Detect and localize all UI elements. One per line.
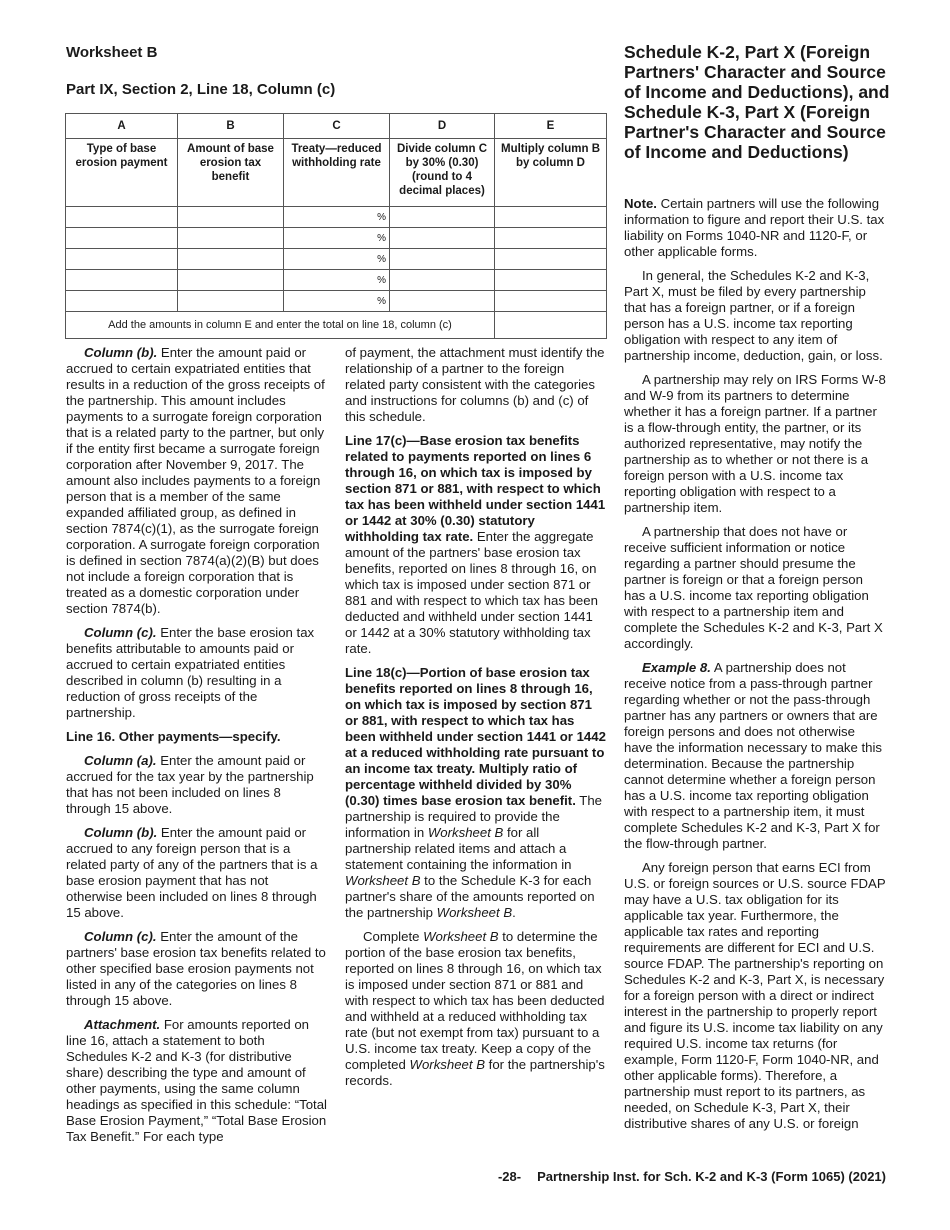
percent-cell[interactable]: % [284,270,390,291]
paragraph [66,625,328,721]
paragraph [624,660,886,852]
paragraph-text: . [512,905,516,920]
text-column-left [66,345,328,1153]
entry-cell[interactable] [178,228,284,249]
paragraph-label: Column (c). [84,625,157,640]
paragraph [345,929,607,1089]
entry-cell[interactable] [178,270,284,291]
column-letter: B [178,114,284,139]
entry-cell[interactable] [390,270,495,291]
page-number: -28- [497,1169,522,1184]
paragraph-label: Column (b). [84,345,158,360]
entry-cell[interactable] [66,249,178,270]
entry-cell[interactable] [66,207,178,228]
worksheet-reference: Worksheet B [409,1057,486,1072]
entry-cell[interactable] [495,207,607,228]
paragraph: Any foreign person that earns ECI from U.S. or foreign sources or U.S. source FDAP may have a U.S. tax obligation for its applicable tax year. Furthermore, the applicable tax rates and reporting requirements are different for ECI and U.S. source FDAP. The partnership's reporting on Schedules K-2 and K-3, Part X, is necessary for a foreign person with a direct or indirect interest in the partnership to properly report and figure its U.S. income tax liability on any required U.S. income tax returns (for example, Form 1120-F, Form 1040-NR, and other applicable forms). Therefore, a partnership must report to its partners, as needed, on Schedule K-3, Part X, their distributive shares of any U.S. or foreign [624,860,886,1131]
entry-cell[interactable] [390,291,495,312]
section-heading: Line 16. Other payments—specify. [66,729,281,744]
total-entry-cell[interactable] [495,312,607,339]
entry-cell[interactable] [495,291,607,312]
entry-cell[interactable] [178,249,284,270]
paragraph-text: for all partnership related items and attach a statement containing the information in [345,825,572,872]
paragraph-text: Certain partners will use the following information to figure and report their U.S. tax liability on Forms 1040-NR and 1120-F, or other applicable forms. [624,196,885,259]
paragraph-text: Enter the amount paid or accrued to certain expatriated entities that results in a reduction of the gross receipts of the partnership. This amount includes payments to a surrogate foreign corporation that is a related party to the partner, but only if the entity first became a surrogate foreign corporation after November 9, 2017. The amount also includes payments to a foreign person that is a member of the same expanded affiliated group, as defined in section 7874(c)(1), as the surrogate foreign corporation. A surrogate foreign corporation is defined in section 7874(a)(2)(B) but does not include a foreign corporation that is treated as a domestic corporation under section 7874(b). [66,345,325,616]
column-header: Type of base erosion payment [66,139,178,207]
paragraph-text: to determine the portion of the base erosion tax benefits, reported on lines 8 through 16, on which tax is imposed under section 871 or 881 and with respect to which tax has been deducted and withheld at a reduced withholding tax rate (but not exempt from tax) pursuant to a U.S. income tax treaty. Keep a copy of the completed [345,929,605,1072]
percent-cell[interactable]: % [284,249,390,270]
percent-cell[interactable]: % [284,228,390,249]
example-label: Example 8. [642,660,711,675]
table-row [66,228,607,249]
column-header: Multiply column B by column D [495,139,607,207]
paragraph [66,345,328,617]
table-row [66,270,607,291]
paragraph-text: to the Schedule K-3 for each partner's share of the amounts reported on the partnership [345,873,595,920]
worksheet-reference: Worksheet B [423,929,499,944]
document-title: Partnership Inst. for Sch. K-2 and K-3 (Form 1065) (2021) [537,1169,886,1184]
note-paragraph [624,196,886,260]
paragraph: of payment, the attachment must identify the relationship of a partner to the foreign related party consistent with the categories and instructions for columns (b) and (c) of this schedule. [345,345,605,424]
paragraph-heading: Line 18(c)—Portion of base erosion tax benefits reported on lines 8 through 16, on which tax is imposed by section 871 or 881, with respect to which tax has been withheld under section 1441 or 1442 at a reduced withholding rate pursuant to an income tax treaty. Multiply ratio of percentage withheld divided by 30% (0.30) times base erosion tax benefit. [345,665,606,808]
paragraph [345,665,607,921]
worksheet-subtitle: Part IX, Section 2, Line 18, Column (c) [66,81,336,98]
paragraph-label: Column (b). [84,825,158,840]
column-headers-row [66,139,607,207]
paragraph-text: For amounts reported on line 16, attach a statement to both Schedules K-2 and K-3 (for distributive share) describing the type and amount of other payments, using the same column headings as specified in this schedule: “Total Base Erosion Payment,” “Total Base Erosion Tax Benefit.” For each type [66,1017,327,1144]
paragraph [66,753,328,817]
column-letters-row [66,114,607,139]
paragraph-heading: Line 17(c)—Base erosion tax benefits related to payments reported on lines 6 through 16, on which tax is imposed by section 871 or 881, with respect to which tax has been withheld under section 1441 or 1442 at 30% (0.30) statutory withholding tax rate. [345,433,606,544]
paragraph-text: Enter the amount paid or accrued to any foreign person that is a related party of any of the partners that is a base erosion payment that has not otherwise been included on lines 8 through 15 above. [66,825,318,920]
column-letter: C [284,114,390,139]
paragraph: A partnership may rely on IRS Forms W-8 and W-9 from its partners to determine whether it has a foreign partner. If a partner is a flow-through entity, the partner, or its authorized representative, may notify the partnership as to whether or not there is a foreign person with a U.S. income tax reporting obligation with respect to a partnership item. [624,372,886,515]
column-header: Amount of base erosion tax benefit [178,139,284,207]
page-footer [440,1169,886,1184]
paragraph-text: The partnership is required to provide the information in [345,793,603,840]
paragraph-text: Enter the base erosion tax benefits attributable to amounts paid or accrued to certain expatriated entities described in column (b) resulting in a reduction of gross receipts of the partnership. [66,625,315,720]
paragraph [66,825,328,921]
column-letter: E [495,114,607,139]
entry-cell[interactable] [495,270,607,291]
paragraph-text: Complete [363,929,424,944]
column-letter: A [66,114,178,139]
total-label: Add the amounts in column E and enter the total on line 18, column (c) [66,312,495,339]
entry-cell[interactable] [66,291,178,312]
paragraph [66,929,328,1009]
worksheet-reference: Worksheet B [345,873,421,888]
entry-cell[interactable] [66,228,178,249]
paragraph [345,433,607,657]
worksheet-reference: Worksheet B [436,905,513,920]
percent-cell[interactable]: % [284,291,390,312]
percent-cell[interactable]: % [284,207,390,228]
paragraph-label: Column (a). [84,753,157,768]
text-column-right [624,196,886,1140]
entry-cell[interactable] [495,249,607,270]
paragraph-text: for the partnership's records. [345,1057,605,1088]
column-header: Treaty—reduced withholding rate [284,139,390,207]
table-row [66,249,607,270]
entry-cell[interactable] [495,228,607,249]
total-row [66,312,607,339]
note-label: Note. [624,196,657,211]
text-column-middle [345,345,607,1097]
entry-cell[interactable] [390,228,495,249]
paragraph: A partnership that does not have or receive sufficient information or notice regarding a partner should presume the partner is foreign or that a foreign person has a U.S. income tax reporting obligation with respect to a partnership item and complete the Schedules K-2 and K-3, Part X accordingly. [624,524,883,651]
entry-cell[interactable] [178,291,284,312]
section-heading-k2-part-x: Schedule K-2, Part X (Foreign Partners' Character and Source of Income and Deductions), and Schedule K-3, Part X (Foreign Partner's Character and Source of Income and Deductions) [624,42,890,162]
column-letter: D [390,114,495,139]
paragraph-label: Column (c). [84,929,157,944]
entry-cell[interactable] [66,270,178,291]
worksheet-b-table [65,113,607,339]
table-row [66,291,607,312]
paragraph: In general, the Schedules K-2 and K-3, Part X, must be filed by every partnership that has a foreign partner, or if a foreign person has a U.S. income tax reporting obligation with respect to any item of partnership income, deduction, gain, or loss. [624,268,883,363]
paragraph-text: A partnership does not receive notice from a pass-through partner regarding whether or not the pass-through partner has any partners or owners that are foreign persons and does not otherwise have the information necessary to make this determination. Because the partnership cannot determine whether a foreign person has a U.S. income tax reporting obligation with respect to a partnership item, it must complete Schedules K-2 and K-3, Part X for the flow-through partner. [624,660,883,851]
paragraph [66,1017,328,1145]
paragraph-text: Enter the amount paid or accrued for the tax year by the partnership that has not been included on lines 8 through 15 above. [66,753,314,816]
paragraph-text: Enter the aggregate amount of the partners' base erosion tax benefits, reported on lines 8 through 16, on which tax is imposed under section 871 or 881 and with respect to which tax has been deducted and withheld under section 1441 or 1442 at a 30% statutory withholding tax rate. [345,529,598,656]
entry-cell[interactable] [178,207,284,228]
paragraph-label: Attachment. [84,1017,161,1032]
entry-cell[interactable] [390,249,495,270]
worksheet-reference: Worksheet B [427,825,504,840]
column-header: Divide column C by 30% (0.30) (round to 4 decimal places) [390,139,495,207]
entry-cell[interactable] [390,207,495,228]
worksheet-title: Worksheet B [66,44,158,61]
paragraph-text: Enter the amount of the partners' base erosion tax benefits related to other specified base erosion payments not listed in any of the categories on lines 8 through 15 above. [66,929,326,1008]
table-row [66,207,607,228]
